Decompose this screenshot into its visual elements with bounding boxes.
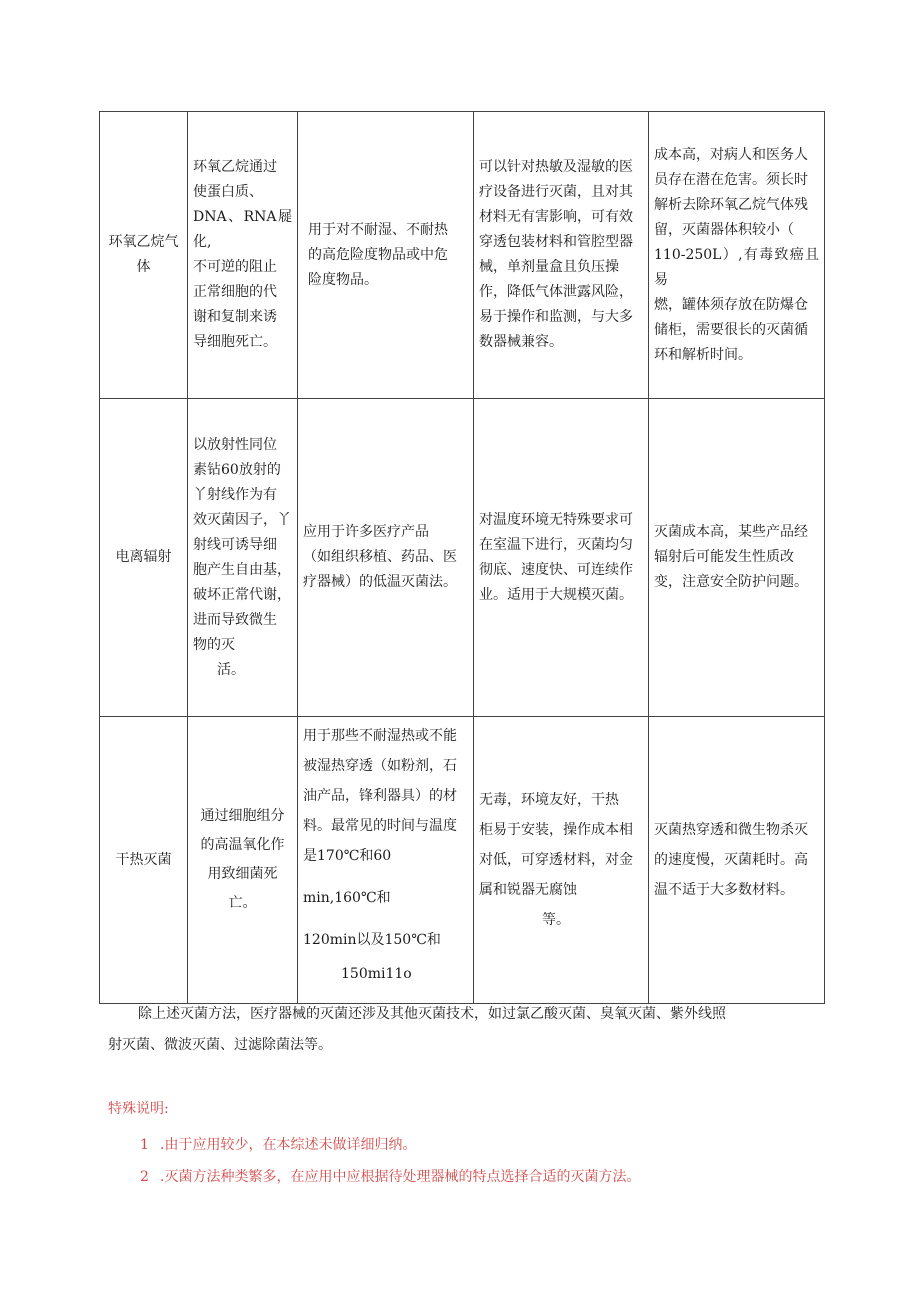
cell-line: 电离辐射: [115, 549, 172, 565]
cell-line: 用于那些不耐湿热或不能: [303, 728, 457, 744]
cell-line: 数器械兼容。: [479, 334, 563, 350]
cell-line: 正常细胞的代: [193, 284, 277, 300]
cell-line: 使蛋白质、: [193, 184, 263, 200]
cell-line: 的高温氧化作: [200, 837, 285, 853]
table-row-ionizing-radiation: [100, 399, 825, 717]
cell-line: 等。: [542, 912, 570, 928]
cell-line: 成本高，对病人和医务人: [654, 146, 808, 163]
mechanism-cell: [188, 717, 298, 1004]
cell-line: 属和锐器无腐蚀: [479, 882, 577, 898]
cell-line: 械，单剂量盒且负压操: [479, 259, 619, 275]
cell-line: 灭菌成本高，某些产品经: [654, 524, 808, 540]
cell-line: 效灭菌因子，丫: [193, 511, 291, 528]
cell-line: 的速度慢，灭菌耗时。高: [654, 852, 808, 868]
cell-line: 料。最常见的时间与温度: [303, 818, 457, 834]
cell-line: 在室温下进行，灭菌均匀: [479, 536, 633, 553]
cell-line: 对温度环境无特殊要求可: [479, 511, 633, 528]
cell-line: 活。: [217, 661, 245, 678]
notes-title: 特殊说明:: [108, 1101, 169, 1117]
note-text: .灭菌方法种类繁多，在应用中应根据待处理器械的特点选择合适的灭菌方法。: [160, 1169, 641, 1185]
cell-line: 被湿热穿透（如粉剂，石: [303, 758, 457, 774]
note-number: 1: [140, 1137, 149, 1153]
cell-line: min,160℃和: [303, 890, 391, 906]
cell-line: 穿透包装材料和管腔型器: [479, 234, 633, 250]
cell-line: 可以针对热敏及湿敏的医: [479, 159, 633, 175]
cell-line: 进而导致微生: [193, 611, 277, 628]
cell-line: 员存在潜在危害。须长时: [654, 171, 808, 188]
cell-line: 破坏正常代谢，: [193, 586, 291, 603]
cell-line: 灭菌热穿透和微生物杀灭: [654, 822, 808, 838]
cell-line: 疗器械）的低温灭菌法。: [303, 574, 457, 590]
cell-line: 彻底、速度快、可连续作: [479, 561, 633, 578]
cell-line: 材料无有害影响，可有效: [479, 209, 633, 225]
cell-line: 是170℃和60: [303, 848, 392, 864]
cell-line: 应用于许多医疗产品: [303, 524, 429, 540]
cell-line: 素钻60放射的: [193, 461, 281, 478]
cell-line: 易于操作和监测，与大多: [479, 309, 633, 325]
method-cell: [100, 717, 188, 1004]
cell-line: 不可逆的阻止: [193, 259, 277, 275]
note-item: [140, 1134, 416, 1154]
cell-line: 环氧乙烷通过: [193, 159, 277, 175]
disadvantages-cell: [649, 112, 825, 399]
application-cell: [298, 717, 474, 1004]
cell-line: 以放射性同位: [193, 436, 277, 453]
paragraph-line: 除上述灭菌方法，医疗器械的灭菌还涉及其他灭菌技术，如过氯乙酸灭菌、臭氧灭菌、紫外线照: [138, 1006, 726, 1022]
cell-line: 150mi11o: [341, 966, 412, 982]
method-cell: [100, 112, 188, 399]
cell-line: 作，降低气体泄露风险，: [479, 284, 633, 300]
note-item: [140, 1166, 640, 1186]
cell-line: 对低，可穿透材料，对金: [479, 852, 633, 868]
cell-line: 干热灭菌: [115, 851, 172, 868]
mechanism-cell: [188, 112, 298, 399]
cell-line: 丫射线作为有: [193, 486, 277, 503]
body-paragraph: [108, 999, 808, 1030]
cell-line: 燃，罐体须存放在防爆仓: [654, 296, 808, 313]
cell-line: 解析去除环氧乙烷气体残: [654, 196, 808, 213]
mechanism-cell: [188, 399, 298, 717]
cell-line: 温不适于大多数材料。: [654, 882, 794, 898]
body-paragraph-continued: [108, 1030, 808, 1061]
cell-line: 险度物品。: [308, 271, 378, 288]
application-cell: [298, 112, 474, 399]
disadvantages-cell: [649, 717, 825, 1004]
cell-line: 用于对不耐湿、不耐热: [308, 221, 448, 238]
cell-line: 辐射后可能发生性质改: [654, 549, 794, 565]
cell-line: 物的灭: [193, 636, 235, 653]
cell-line: 业。适用于大规模灭菌。: [479, 586, 633, 603]
cell-line: 环和解析时间。: [654, 346, 752, 363]
advantages-cell: [474, 717, 649, 1004]
advantages-cell: [474, 399, 649, 717]
cell-line: 储柜，需要很长的灭菌循: [654, 321, 808, 338]
cell-line: 体: [136, 259, 151, 275]
cell-line: 通过细胞组分: [200, 808, 285, 824]
advantages-cell: [474, 112, 649, 399]
cell-line: 变，注意安全防护问题。: [654, 574, 808, 590]
application-cell: [298, 399, 474, 717]
sterilization-table: [99, 111, 825, 1004]
cell-line: 疗设备进行灭菌，且对其: [479, 184, 633, 200]
cell-line: 油产品，锋利器具）的材: [303, 788, 457, 804]
cell-line: 留，灭菌器体积较小（: [654, 221, 794, 238]
cell-line: 环氧乙烷气: [108, 234, 179, 250]
note-text: .由于应用较少，在本综述未做详细归纳。: [160, 1137, 417, 1153]
cell-line: 谢和复制来诱: [193, 309, 277, 325]
paragraph-line: 射灭菌、微波灭菌、过滤除菌法等。: [108, 1037, 332, 1053]
cell-line: 120min以及150℃和: [303, 932, 441, 948]
cell-line: （如组织移植、药品、医: [303, 549, 457, 565]
note-number: 2: [140, 1169, 149, 1185]
cell-line: DNA、RNA屣化,: [193, 209, 292, 250]
method-cell: [100, 399, 188, 717]
cell-line: 的高危险度物品或中危: [308, 246, 448, 263]
cell-line: 射线可诱导细: [193, 536, 277, 553]
table-row-ethylene-oxide: [100, 112, 825, 399]
cell-line: 用致细菌死: [207, 866, 278, 882]
cell-line: 胞产生自由基，: [193, 561, 291, 578]
disadvantages-cell: [649, 399, 825, 717]
cell-line: 110-250L）,有毒致癌且易: [654, 246, 819, 288]
cell-line: 亡。: [228, 895, 257, 911]
cell-line: 无毒，环境友好，干热: [479, 792, 619, 808]
table-row-dry-heat: [100, 717, 825, 1004]
cell-line: 柜易于安装，操作成本相: [479, 822, 633, 838]
cell-line: 导细胞死亡。: [193, 334, 277, 350]
